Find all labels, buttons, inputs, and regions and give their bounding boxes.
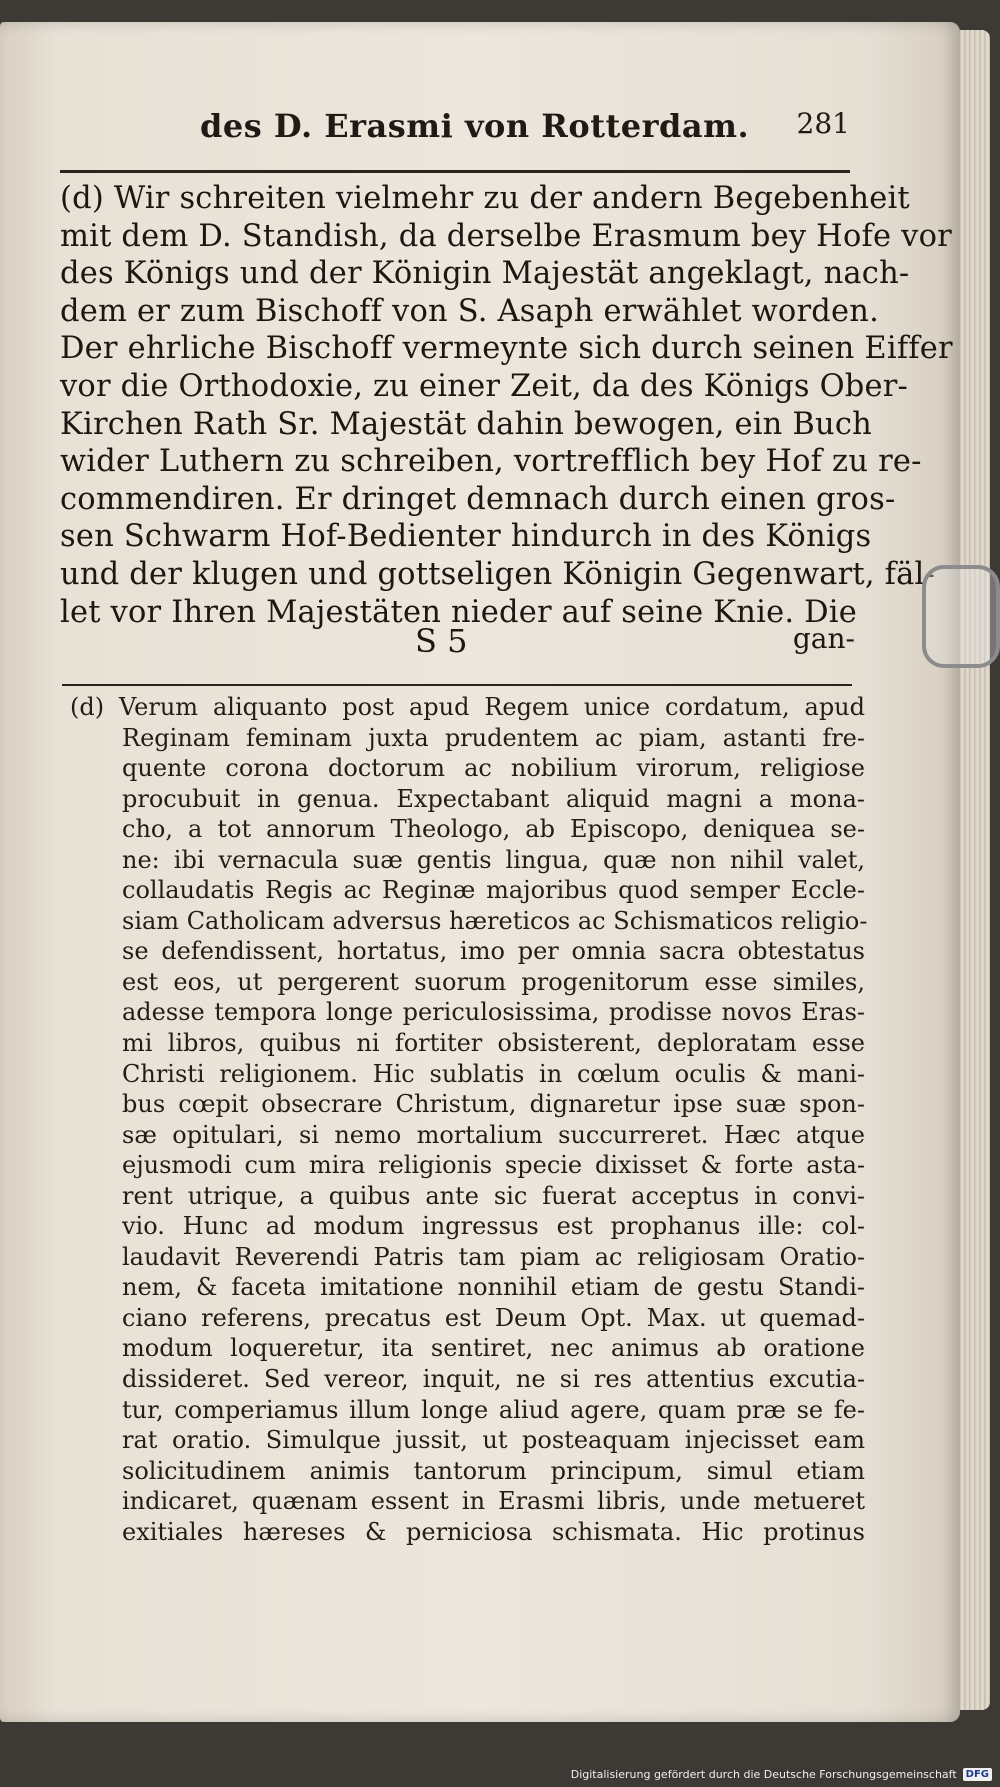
- footnote-line: ne: ibi vernacula suæ gentis lingua, quæ non nihil valet,: [122, 845, 865, 874]
- page-header: [200, 107, 850, 157]
- footnote-line: mi libros, quibus ni fortiter obsisterent, deploratam esse: [122, 1029, 865, 1058]
- main-text-line: (d) Wir schreiten vielmehr zu der andern Begebenheit: [60, 181, 910, 216]
- footnote-line: ejusmodi cum mira religionis specie dixisset & forte asta-: [122, 1151, 865, 1180]
- digitization-credit: [571, 1768, 992, 1781]
- footnote-line: adesse tempora longe periculosissima, prodisse novos Eras-: [122, 998, 865, 1027]
- paper-clip: [922, 565, 1000, 668]
- footnote-line: Reginam feminam juxta prudentem ac piam, astanti fre-: [122, 723, 865, 752]
- footnote-line: siam Catholicam adversus hæreticos ac Schismaticos religio-: [122, 906, 868, 935]
- footnote-line: collaudatis Regis ac Reginæ majoribus quod semper Eccle-: [122, 876, 865, 905]
- main-text-line: und der klugen und gottseligen Königin Gegenwart, fäl-: [60, 556, 936, 592]
- signature-mark: S 5: [415, 622, 468, 660]
- main-text-block: [60, 180, 953, 631]
- main-text-line: wider Luthern zu schreiben, vortrefflich bey Hof zu re-: [60, 444, 922, 480]
- running-title: des D. Erasmi von Rotterdam.: [200, 107, 750, 145]
- main-text-line: vor die Orthodoxie, zu einer Zeit, da des Königs Ober-: [60, 368, 909, 404]
- footnote-line: se defendissent, hortatus, imo per omnia sacra obtestatus: [122, 937, 865, 966]
- footnote-line: procubuit in genua. Expectabant aliquid magni a mona-: [122, 784, 865, 813]
- footnote-line: vio. Hunc ad modum ingressus est prophanus ille: col-: [122, 1212, 865, 1241]
- footnote-line: exitiales hæreses & perniciosa schismata. Hic protinus: [122, 1517, 865, 1546]
- main-text-line: let vor Ihren Majestäten nieder auf seine Knie. Die: [60, 594, 857, 630]
- catchword: gan-: [792, 622, 855, 655]
- page-number: 281: [796, 107, 850, 140]
- footnote-line: bus cœpit obsecrare Christum, dignaretur ipse suæ spon-: [122, 1090, 865, 1119]
- footnote-line: rat oratio. Simulque jussit, ut posteaquam injecisset eam: [122, 1426, 865, 1455]
- header-rule: [60, 170, 850, 173]
- footnote-line: ciano referens, precatus est Deum Opt. Max. ut quemad-: [122, 1303, 865, 1332]
- footnote-line: (d) Verum aliquanto post apud Regem unice cordatum, apud: [70, 693, 865, 721]
- footnote-line: modum loqueretur, ita sentiret, nec animus ab oratione: [122, 1334, 865, 1363]
- signature-line: [60, 622, 860, 662]
- footnote-block: [70, 692, 868, 1547]
- main-text-line: mit dem D. Standish, da derselbe Erasmum bey Hofe vor: [60, 218, 952, 254]
- footnote-line: est eos, ut pergerent suorum progenitorum esse similes,: [122, 967, 865, 996]
- footnote-line: solicitudinem animis tantorum principum, simul etiam: [122, 1456, 865, 1485]
- footnote-line: Christi religionem. Hic sublatis in cœlum oculis & mani-: [122, 1059, 865, 1088]
- main-text-line: Kirchen Rath Sr. Majestät dahin bewogen, ein Buch: [60, 406, 872, 442]
- main-text-line: Der ehrliche Bischoff vermeynte sich durch seinen Eiffer: [60, 331, 953, 367]
- footnote-line: quente corona doctorum ac nobilium virorum, religiose: [122, 754, 865, 783]
- footnote-line: dissideret. Sed vereor, inquit, ne si res attentius excutia-: [122, 1365, 865, 1394]
- credit-text: Digitalisierung gefördert durch die Deutsche Forschungsgemeinschaft: [570, 1768, 957, 1781]
- main-text-line: sen Schwarm Hof-Bedienter hindurch in des Königs: [60, 519, 872, 555]
- main-text-line: des Königs und der Königin Majestät angeklagt, nach-: [60, 256, 910, 292]
- footnote-line: sæ opitulari, si nemo mortalium succurreret. Hæc atque: [122, 1120, 865, 1149]
- main-text-line: commendiren. Er dringet demnach durch einen gros-: [60, 481, 896, 517]
- main-text-line: dem er zum Bischoff von S. Asaph erwählet worden.: [60, 293, 879, 329]
- footnote-line: cho, a tot annorum Theologo, ab Episcopo, deniquea se-: [122, 815, 865, 844]
- book-page: [0, 22, 960, 1722]
- dfg-logo: DFG: [963, 1768, 992, 1781]
- footnote-line: indicaret, quænam essent in Erasmi libris, unde metueret: [122, 1487, 865, 1516]
- footnote-line: rent utrique, a quibus ante sic fuerat acceptus in convi-: [122, 1181, 865, 1210]
- footnote-line: tur, comperiamus illum longe aliud agere, quam præ se fe-: [122, 1395, 865, 1424]
- footnote-rule: [62, 684, 852, 686]
- footnote-line: nem, & faceta imitatione nonnihil etiam de gestu Standi-: [122, 1273, 865, 1302]
- page-edge: [960, 30, 990, 1710]
- footnote-line: laudavit Reverendi Patris tam piam ac religiosam Oratio-: [122, 1242, 865, 1271]
